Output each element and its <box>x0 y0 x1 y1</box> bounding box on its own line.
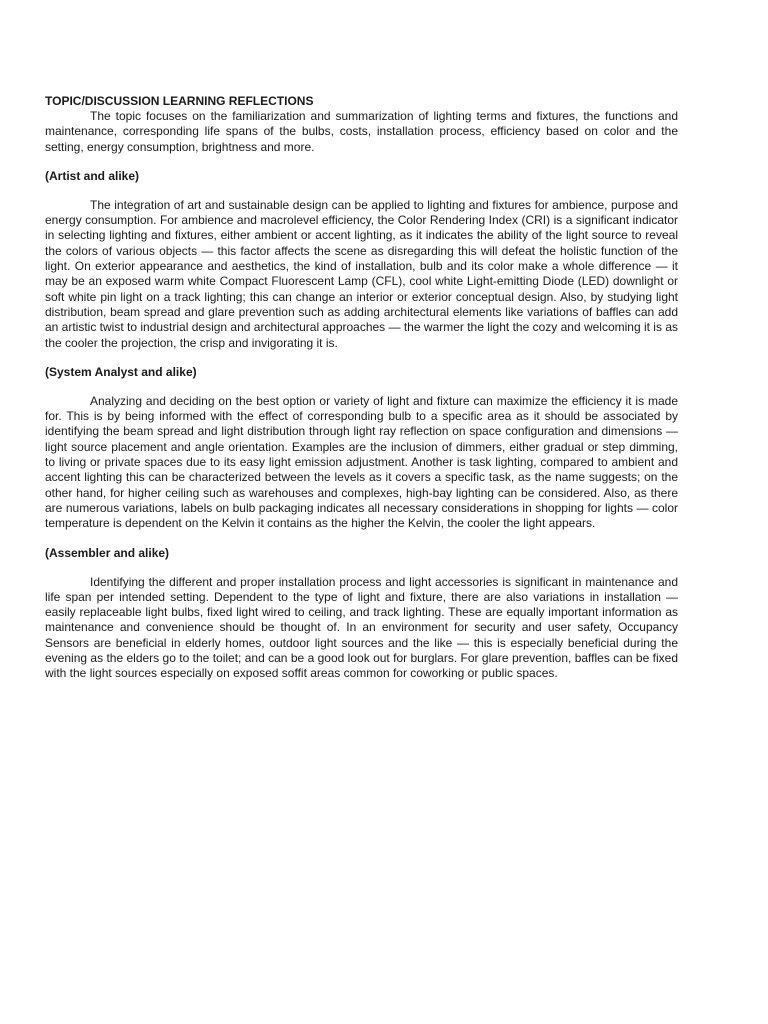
section-heading-system-analyst: (System Analyst and alike) <box>45 364 197 379</box>
section-heading-artist: (Artist and alike) <box>45 168 140 183</box>
section-heading-assembler: (Assembler and alike) <box>45 545 170 560</box>
section-body-system-analyst: Analyzing and deciding on the best option or variety of light and fixture can maximize the efficiency it is made for. This is by being informed with the effect of corresponding bulb to a specific area as it should be associated by identifying the beam spread and light distribution through light ray reflection on space configuration and dimensions — light source placement and angle orientation. Examples are the inclusion of dimmers, either gradual or step dimming, to living or private spaces due to its easy light emission adjustment. Another is task lighting, compared to ambient and accent lighting this can be characterized between the levels as it covers a specific task, as the name suggests; on the other hand, for higher ceiling such as warehouses and complexes, high-bay lighting can be considered. Also, as there are numerous variations, labels on bulb packaging indicates all necessary considerations in shopping for lights — color temperature is dependent on the Kelvin it contains as the higher the Kelvin, the cooler the light appears. <box>45 393 678 531</box>
intro-paragraph: The topic focuses on the familiarization and summarization of lighting terms and fixtures, the functions and maintenance, corresponding life spans of the bulbs, costs, installation process, efficiency based on color and the setting, energy consumption, brightness and more. <box>45 109 678 154</box>
section-system-analyst <box>45 365 678 532</box>
document-title: TOPIC/DISCUSSION LEARNING REFLECTIONS <box>45 94 314 108</box>
section-artist <box>45 169 678 351</box>
section-assembler <box>45 546 678 682</box>
section-body-assembler: Identifying the different and proper installation process and light accessories is significant in maintenance and life span per intended setting. Dependent to the type of light and fixture, there are also variations in installation — easily replaceable light bulbs, fixed light wired to ceiling, and track lighting. These are equally important information as maintenance and convenience should be thought of. In an environment for security and user safety, Occupancy Sensors are beneficial in elderly homes, outdoor light sources and the like — this is especially beneficial during the evening as the elders go to the toilet; and can be a good look out for burglars. For glare prevention, baffles can be fixed with the light sources especially on exposed soffit areas common for coworking or public spaces. <box>45 574 678 681</box>
section-body-artist: The integration of art and sustainable design can be applied to lighting and fixtures for ambience, purpose and energy consumption. For ambience and macrolevel efficiency, the Color Rendering Index (CRI) is a significant indicator in selecting lighting and fixtures, either ambient or accent lighting, as it indicates the ability of the light source to reveal the colors of various objects — this factor affects the scene as disregarding this will defeat the holistic function of the light. On exterior appearance and aesthetics, the kind of installation, bulb and its color make a whole difference — it may be an exposed warm white Compact Fluorescent Lamp (CFL), cool white Light-emitting Diode (LED) downlight or soft white pin light on a track lighting; this can change an interior or exterior conceptual design. Also, by studying light distribution, beam spread and glare prevention such as adding architectural elements like variations of baffles can add an artistic twist to industrial design and architectural approaches — the warmer the light the cozy and welcoming it is as the cooler the projection, the crisp and invigorating it is. <box>45 197 678 350</box>
document-page <box>45 94 678 682</box>
